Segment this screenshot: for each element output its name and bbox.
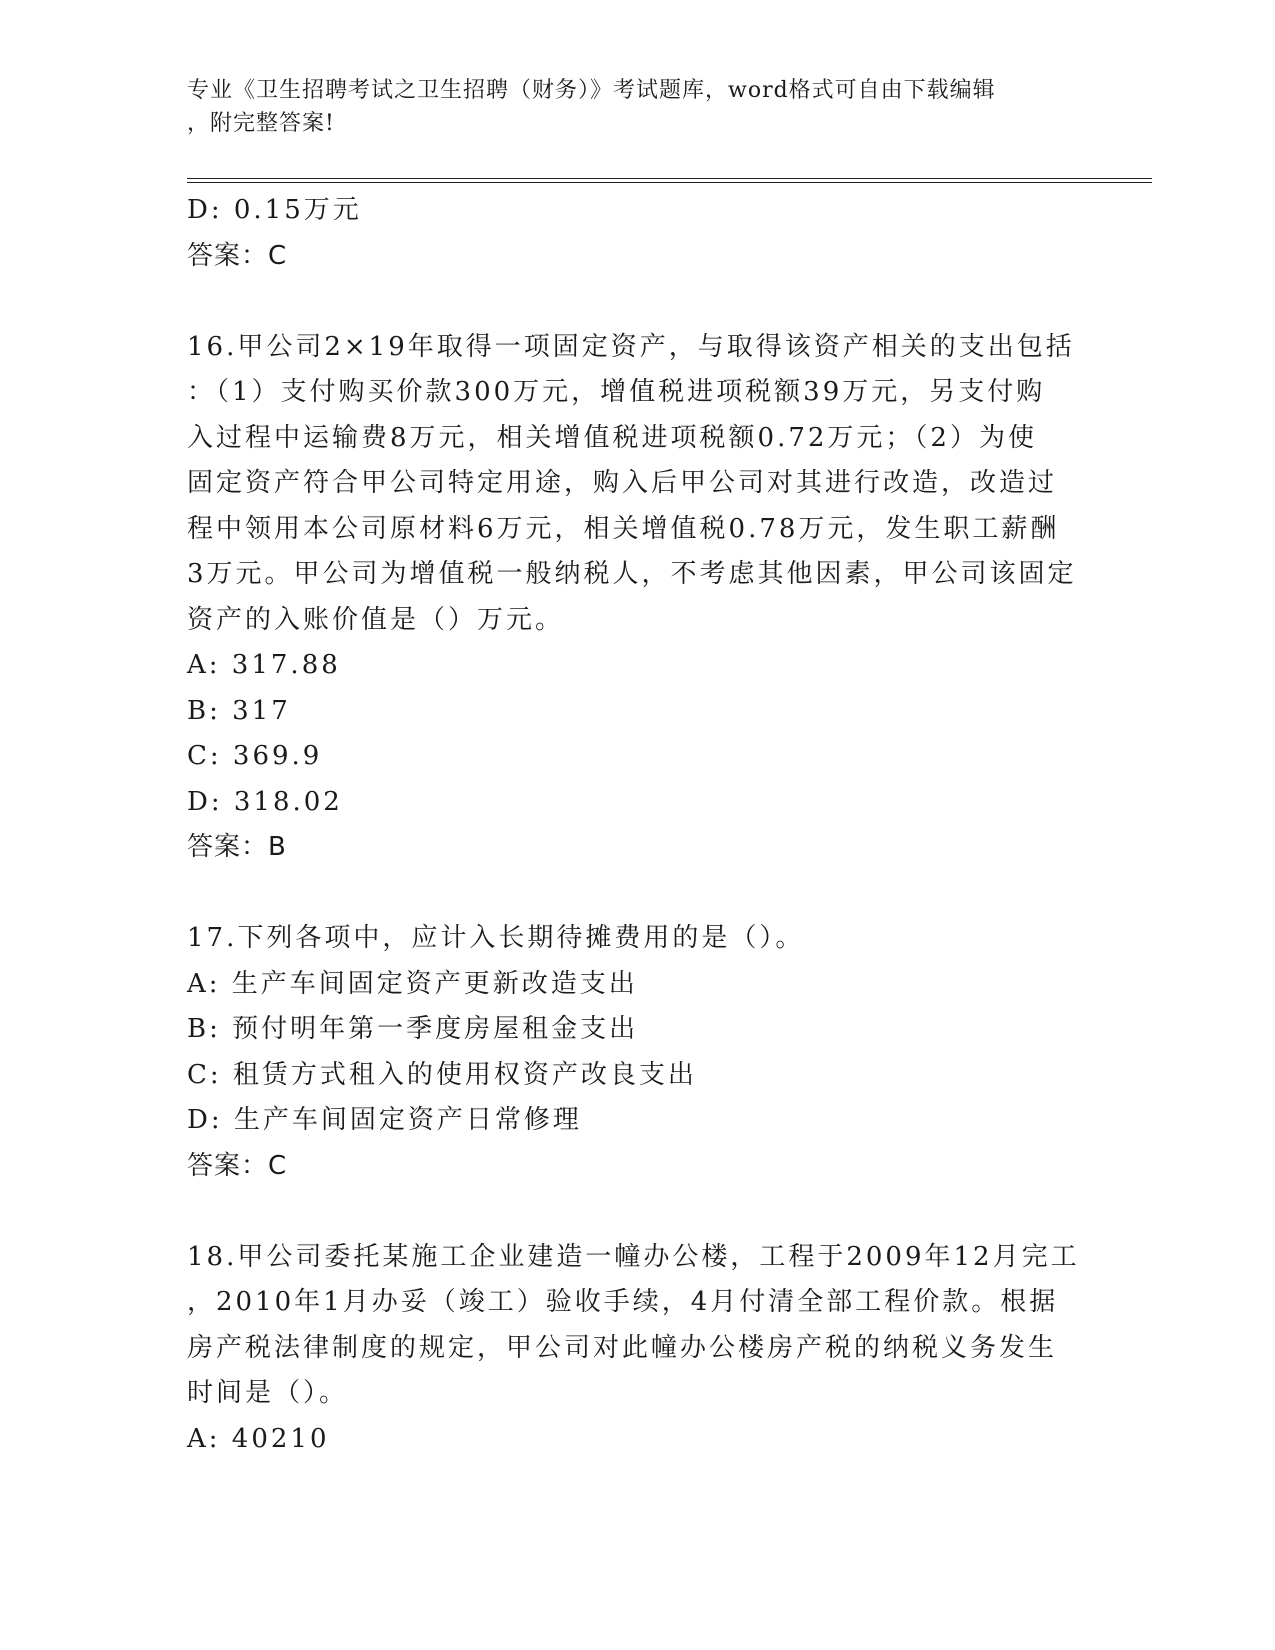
answer-label: 答案：C	[187, 240, 288, 271]
spacer	[187, 871, 1087, 917]
question-stem-line: ，2010年1月办妥（竣工）验收手续，4月付清全部工程价款。根据	[187, 1287, 1059, 1317]
question-16	[187, 325, 1087, 871]
question-stem-line: 房产税法律制度的规定，甲公司对此幢办公楼房产税的纳税义务发生	[187, 1332, 1058, 1363]
question-15-tail	[187, 188, 1087, 279]
question-stem-line: 16.甲公司2×19年取得一项固定资产，与取得该资产相关的支出包括	[187, 331, 1075, 362]
question-stem-line: 入过程中运输费8万元，相关增值税进项税额0.72万元；（2）为使	[187, 422, 1037, 453]
question-stem-line: 18.甲公司委托某施工企业建造一幢办公楼，工程于2009年12月完工	[187, 1241, 1080, 1272]
header-line-1: 专业《卫生招聘考试之卫生招聘（财务）》考试题库，word格式可自由下载编辑	[187, 78, 996, 103]
option-c: C: 租赁方式租入的使用权资产改良支出	[187, 1059, 697, 1090]
question-18	[187, 1235, 1087, 1463]
option-a: A: 生产车间固定资产更新改造支出	[187, 968, 638, 999]
document-header	[187, 74, 1087, 140]
question-stem-line: 资产的入账价值是（）万元。	[187, 604, 565, 635]
answer-label: 答案：B	[187, 832, 287, 862]
option-b: B: 预付明年第一季度房屋租金支出	[187, 1014, 639, 1044]
question-stem-line: ：（1）支付购买价款300万元，增值税进项税额39万元，另支付购	[187, 377, 1046, 407]
header-divider-top	[187, 178, 1152, 179]
option-d: D: 318.02	[187, 786, 343, 817]
question-stem-line: 程中领用本公司原材料6万元，相关增值税0.78万元，发生职工薪酬	[187, 513, 1060, 544]
question-stem-line: 时间是（）。	[187, 1378, 349, 1408]
spacer	[187, 279, 1087, 325]
question-stem-line: 3万元。甲公司为增值税一般纳税人，不考虑其他因素，甲公司该固定	[187, 559, 1077, 589]
question-stem-line: 固定资产符合甲公司特定用途，购入后甲公司对其进行改造，改造过	[187, 468, 1058, 498]
option-d: D: 0.15万元	[187, 195, 362, 225]
option-b: B: 317	[187, 695, 291, 726]
question-stem-line: 17.下列各项中，应计入长期待摊费用的是（）。	[187, 923, 805, 953]
spacer	[187, 1189, 1087, 1235]
header-divider-bottom	[187, 182, 1152, 183]
option-c: C: 369.9	[187, 741, 323, 771]
question-content	[187, 188, 1087, 1462]
option-a: A: 40210	[187, 1423, 330, 1454]
option-d: D: 生产车间固定资产日常修理	[187, 1105, 582, 1135]
option-a: A: 317.88	[187, 650, 341, 680]
question-17	[187, 916, 1087, 1189]
answer-label: 答案：C	[187, 1150, 288, 1181]
header-line-2: ，附完整答案!	[187, 111, 335, 136]
